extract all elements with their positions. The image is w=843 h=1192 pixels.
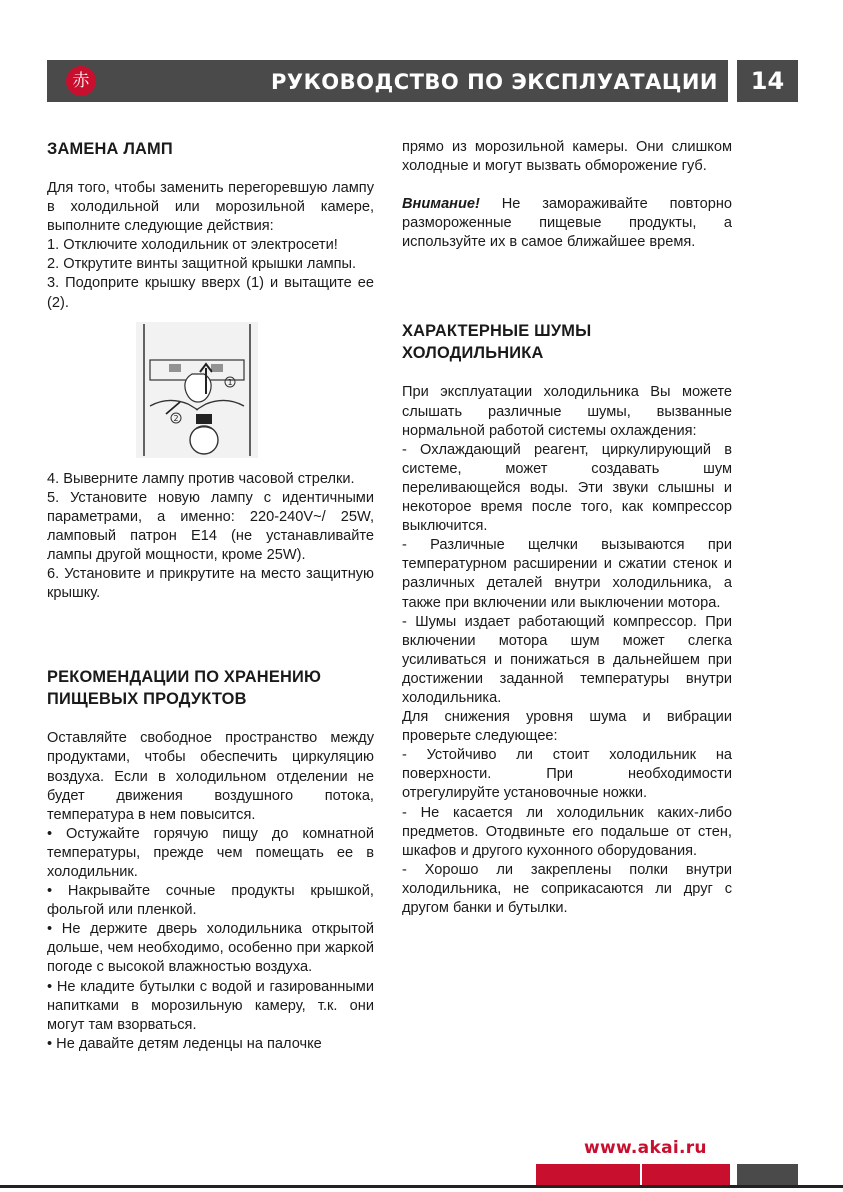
section-title-lamp-replacement: ЗАМЕНА ЛАМП bbox=[47, 140, 173, 158]
list-item: • Накрывайте сочные продукты крышкой, фольгой или пленкой. bbox=[47, 883, 374, 919]
list-item: - Устойчиво ли стоит холодильник на поверхности. При необходимости отрегулируйте установочные ножки. bbox=[402, 747, 732, 802]
list-item: - Различные щелчки вызываются при температурном расширении и сжатии стенок и различных деталей внутри холодильника, а также при включении или выключении мотора. bbox=[402, 537, 732, 611]
step-6: 6. Установите и прикрутите на место защитную крышку. bbox=[47, 566, 374, 602]
list-item: • Остужайте горячую пищу до комнатной температуры, прежде чем помещать ее в холодильник. bbox=[47, 825, 374, 880]
page-number: 14 bbox=[737, 60, 798, 102]
list-item: - Не касается ли холодильник каких-либо предметов. Отодвиньте его подальше от стен, шкафов и другого кухонного оборудования. bbox=[402, 804, 732, 859]
brand-logo-icon: 赤 bbox=[66, 66, 96, 96]
step-3: 3. Подоприте крышку вверх (1) и вытащите ее (2). bbox=[47, 275, 374, 311]
section-title-noises: ХАРАКТЕРНЫЕ ШУМЫ ХОЛОДИЛЬНИКА bbox=[402, 322, 592, 363]
left-column bbox=[47, 138, 374, 1054]
paragraph: При эксплуатации холодильника Вы можете слышать различные шумы, вызванные нормальной работой системы охлаждения: bbox=[402, 384, 732, 439]
list-item: • Не кладите бутылки с водой и газированными напитками в морозильную камеру, т.к. они могут там взорваться. bbox=[47, 978, 374, 1033]
figure-label-2: 2 bbox=[173, 413, 179, 423]
paragraph: Для того, чтобы заменить перегоревшую лампу в холодильной или морозильной камере, выполните следующие действия: bbox=[47, 180, 374, 235]
footer-strip bbox=[0, 1185, 843, 1188]
step-2: 2. Открутите винты защитной крышки лампы. bbox=[47, 256, 357, 273]
warning-paragraph bbox=[402, 195, 732, 252]
warning-text: Не замораживайте повторно размороженные пищевые продукты, а используйте их в самое ближайшее время. bbox=[402, 196, 732, 251]
step-1: 1. Отключите холодильник от электросети! bbox=[47, 237, 338, 254]
list-item: - Охлаждающий реагент, циркулирующий в системе, может создавать шум переливающейся воды. Эти звуки слышны и некоторое время после того, как компрессор выключится. bbox=[402, 441, 732, 535]
figure-label-1: 1 bbox=[227, 377, 233, 387]
list-item: - Шумы издает работающий компрессор. При включении мотора шум может слегка усиливаться и понижаться в дальнейшем при достижении заданной температуры внутри холодильника. bbox=[402, 613, 732, 706]
warning-label: Внимание! bbox=[402, 196, 480, 213]
step-4: 4. Выверните лампу против часовой стрелки. bbox=[47, 470, 355, 487]
header-title: РУКОВОДСТВО ПО ЭКСПЛУАТАЦИИ bbox=[271, 70, 718, 94]
step-5: 5. Установите новую лампу с идентичными параметрами, а именно: 220-240V~/ 25W, ламповый патрон E14 (не устанавливайте лампы другой мощности, кроме 25W). bbox=[47, 489, 374, 564]
list-item: - Хорошо ли закреплены полки внутри холодильника, не соприкасаются ли друг с другом банки и бутылки. bbox=[402, 861, 732, 916]
website-link[interactable]: www.akai.ru bbox=[584, 1138, 707, 1158]
paragraph: Для снижения уровня шума и вибрации проверьте следующее: bbox=[402, 709, 732, 745]
section-title-food-storage: РЕКОМЕНДАЦИИ ПО ХРАНЕНИЮ ПИЩЕВЫХ ПРОДУКТОВ bbox=[47, 668, 322, 709]
lamp-replacement-illustration bbox=[136, 322, 258, 458]
list-item: • Не держите дверь холодильника открытой дольше, чем необходимо, особенно при жаркой погоде с высокой влажностью воздуха. bbox=[47, 921, 374, 976]
paragraph: Оставляйте свободное пространство между продуктами, чтобы обеспечить циркуляцию воздуха. Если в холодильном отделении не будет движения воздушного потока, температура в нем повысится. bbox=[47, 730, 374, 823]
list-item: • Не давайте детям леденцы на палочке bbox=[47, 1035, 322, 1052]
right-column bbox=[402, 138, 732, 918]
lamp-diagram-icon bbox=[136, 322, 258, 458]
paragraph: прямо из морозильной камеры. Они слишком холодные и могут вызвать обморожение губ. bbox=[402, 139, 732, 175]
